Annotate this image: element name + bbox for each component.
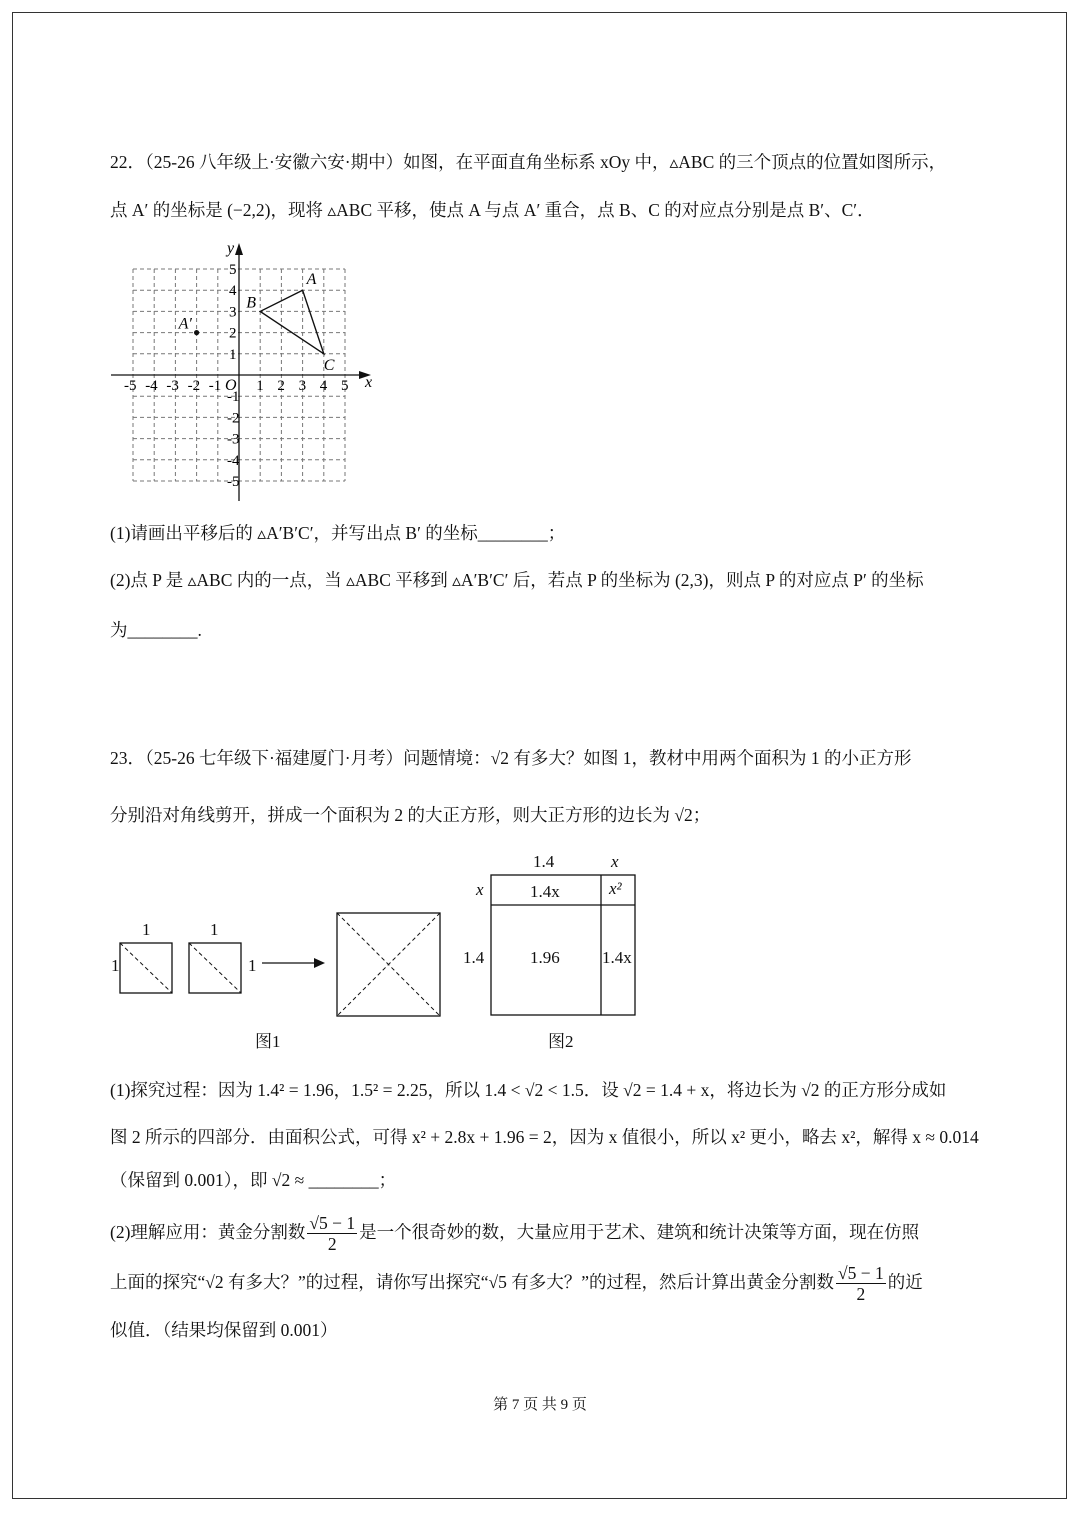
fig2-side-bottom: 1.4 xyxy=(463,948,485,967)
x-tick-label: 5 xyxy=(341,378,349,394)
q22-sub1: (1)请画出平移后的 ▵A′B′C′，并写出点 B′ 的坐标________； xyxy=(110,523,566,543)
x-tick-label: 1 xyxy=(256,378,264,394)
point-label: A xyxy=(306,271,317,289)
text: 的近 xyxy=(887,1272,923,1292)
fig1-label-right: 1 xyxy=(248,956,257,975)
y-tick-label: -2 xyxy=(227,410,240,427)
fig2-top-left: 1.4 xyxy=(533,852,555,871)
origin-label: O xyxy=(225,377,237,394)
q22-line2: 点 A′ 的坐标是 (−2,2)，现将 ▵ABC 平移，使点 A 与点 A′ 重合，点 B、C 的对应点分别是点 B′、C′． xyxy=(110,200,875,220)
text: 是一个很奇妙的数，大量应用于艺术、建筑和统计决策等方面，现在仿照 xyxy=(359,1222,920,1242)
fig2-cell-tl: 1.4x xyxy=(530,882,560,901)
fig1-label-top-2: 1 xyxy=(210,920,219,939)
fig1-label-top-1: 1 xyxy=(142,920,151,939)
x-tick-label: -1 xyxy=(208,378,222,394)
q22-sub2: (2)点 P 是 ▵ABC 内的一点，当 ▵ABC 平移到 ▵A′B′C′ 后，若点 P 的坐标为 (2,3)，则点 P 的对应点 P′ 的坐标 xyxy=(110,570,924,590)
fraction-numerator: √5 − 1 xyxy=(309,1213,356,1234)
q23-line2: 分别沿对角线剪开，拼成一个面积为 2 的大正方形，则大正方形的边长为 √2； xyxy=(110,805,711,825)
fig1-label-left: 1 xyxy=(111,956,120,975)
fig2-caption: 图2 xyxy=(548,1032,574,1051)
y-tick-label: -1 xyxy=(227,389,240,406)
fig2-cell-tr: x² xyxy=(609,879,622,898)
q23-p2-line1 xyxy=(110,1210,919,1254)
fig2-side-top: x xyxy=(476,880,484,899)
q23-p2-line2 xyxy=(110,1260,923,1304)
point-label: B xyxy=(246,294,256,312)
fraction-numerator: √5 − 1 xyxy=(838,1263,884,1284)
q23-p2-line3: 似值．（结果均保留到 0.001） xyxy=(110,1320,338,1340)
x-tick-label: -4 xyxy=(145,378,158,394)
y-axis-arrow xyxy=(235,243,243,255)
y-tick-label: 1 xyxy=(229,346,237,363)
q22-sub2-cont: 为________. xyxy=(110,620,202,640)
y-tick-label: -5 xyxy=(227,474,240,490)
y-tick-label: 2 xyxy=(229,325,237,342)
page-footer: 第 7 页 共 9 页 xyxy=(493,1397,587,1413)
point-a-prime-dot xyxy=(194,330,199,335)
q23-p1-line2: 图 2 所示的四部分．由面积公式，可得 x² + 2.8x + 1.96 = 2，因为 x 值很小，所以 x² 更小，略去 x²，解得 x ≈ 0.014 xyxy=(110,1127,979,1147)
x-axis-label: x xyxy=(365,374,373,391)
x-tick-label: -5 xyxy=(124,378,137,394)
figure-1 xyxy=(100,900,460,1030)
point-label: A′ xyxy=(178,315,192,333)
golden-ratio-fraction xyxy=(307,1213,357,1254)
y-tick-label: 3 xyxy=(229,304,237,321)
fig2-cell-bl: 1.96 xyxy=(530,948,560,967)
q23-line1: 23．（25-26 七年级下·福建厦门·月考）问题情境：√2 有多大？如图 1，教材中用两个面积为 1 的小正方形 xyxy=(110,748,912,768)
x-tick-label: 2 xyxy=(277,378,285,394)
triangle-abc xyxy=(260,290,324,354)
y-axis-label: y xyxy=(227,240,235,257)
fig1-caption: 图1 xyxy=(255,1032,281,1051)
coordinate-grid-figure xyxy=(105,240,380,502)
text: (2)理解应用：黄金分割数 xyxy=(110,1222,306,1242)
y-tick-label: -3 xyxy=(227,431,240,448)
y-tick-label: 5 xyxy=(229,262,237,278)
q23-p1-line1: (1)探究过程：因为 1.4² = 1.96，1.5² = 2.25，所以 1.4 < √2 < 1.5．设 √2 = 1.4 + x，将边长为 √2 的正方形分成如 xyxy=(110,1080,947,1100)
x-tick-label: -2 xyxy=(187,378,201,394)
point-label: C xyxy=(323,356,335,374)
fraction-denominator: 2 xyxy=(327,1234,337,1255)
golden-ratio-fraction xyxy=(836,1263,886,1304)
q23-p1-line3: （保留到 0.001），即 √2 ≈ ________； xyxy=(110,1170,397,1190)
x-tick-label: -3 xyxy=(166,378,179,394)
fig2-cell-br: 1.4x xyxy=(602,948,632,967)
y-tick-label: -4 xyxy=(227,452,240,469)
q22-line1: 22．（25-26 八年级上·安徽六安·期中）如图，在平面直角坐标系 xOy 中，▵ABC 的三个顶点的位置如图所示， xyxy=(110,152,947,172)
x-tick-label: 3 xyxy=(298,378,307,394)
text: 上面的探究“√2 有多大？”的过程，请你写出探究“√5 有多大？”的过程，然后计算出黄金分割数 xyxy=(110,1272,835,1292)
x-tick-label: 4 xyxy=(319,378,328,394)
y-tick-label: 4 xyxy=(229,283,237,300)
fraction-denominator: 2 xyxy=(856,1284,866,1305)
fig2-top-right: x xyxy=(611,852,619,871)
